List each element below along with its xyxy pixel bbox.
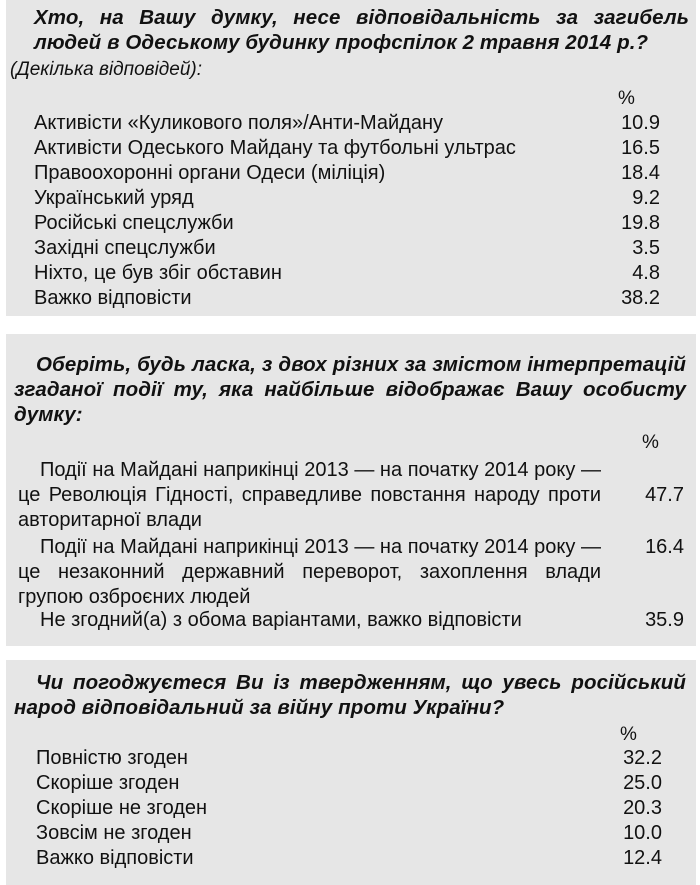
answer-value: 47.7 bbox=[645, 484, 684, 506]
table-row bbox=[6, 796, 696, 821]
question-block-1 bbox=[6, 0, 696, 316]
percent-header: % bbox=[642, 432, 659, 453]
question-block-3 bbox=[6, 660, 696, 885]
table-row bbox=[6, 186, 696, 211]
answer-value: 35.9 bbox=[645, 609, 684, 631]
answer-label: Активісти Одеського Майдану та футбольні ультрас bbox=[34, 137, 516, 159]
table-row bbox=[6, 211, 696, 236]
answer-label: Події на Майдані наприкінці 2013 — на початку 2014 року — це Революція Гідності, справедливе повстання народу проти авторитарної влади bbox=[18, 459, 601, 531]
answer-label: Правоохоронні органи Одеси (міліція) bbox=[34, 162, 386, 184]
answer-label: Зовсім не згоден bbox=[36, 822, 192, 844]
answer-label: Важко відповісти bbox=[34, 287, 192, 309]
answer-value: 3.5 bbox=[632, 237, 660, 259]
table-row bbox=[6, 746, 696, 771]
answer-label: Скоріше не згоден bbox=[36, 797, 208, 819]
table-row bbox=[6, 286, 696, 311]
answer-label: Активісти «Куликового поля»/Анти-Майдану bbox=[34, 112, 444, 134]
answer-label: Важко відповісти bbox=[36, 847, 194, 869]
question-note: (Декілька відповідей): bbox=[10, 59, 203, 80]
answer-value: 10.0 bbox=[623, 822, 662, 844]
question-title: Чи погоджуєтеся Ви із твердженням, що увесь російський народ відповідальний за війну проти України? bbox=[14, 671, 686, 719]
answer-value: 38.2 bbox=[621, 287, 660, 309]
table-row bbox=[6, 821, 696, 846]
answer-value: 10.9 bbox=[621, 112, 660, 134]
answer-value: 9.2 bbox=[632, 187, 660, 209]
answer-label: Український уряд bbox=[34, 187, 194, 209]
table-row bbox=[6, 236, 696, 261]
percent-header: % bbox=[618, 88, 635, 109]
answer-value: 25.0 bbox=[623, 772, 662, 794]
answer-label: Події на Майдані наприкінці 2013 — на початку 2014 року — це незаконний державний переворот, захоплення влади групою озброєних людей bbox=[18, 536, 601, 608]
question-title: Оберіть, будь ласка, з двох різних за змістом інтерпретацій згаданої події ту, яка найбільше відображає Вашу особисту думку: bbox=[14, 353, 686, 426]
answer-label: Повністю згоден bbox=[36, 747, 188, 769]
question-title: Хто, на Вашу думку, несе відповідальність за загибель людей в Одеському будинку профспілок 2 травня 2014 р.? bbox=[34, 6, 689, 54]
answer-value: 16.5 bbox=[621, 137, 660, 159]
table-row bbox=[6, 136, 696, 161]
answer-label: Західні спецслужби bbox=[34, 237, 216, 259]
question-block-2 bbox=[6, 334, 696, 646]
table-row bbox=[6, 111, 696, 136]
table-row bbox=[6, 846, 696, 871]
answer-value: 16.4 bbox=[645, 536, 684, 558]
table-row bbox=[6, 161, 696, 186]
answer-label: Ніхто, це був збіг обставин bbox=[34, 262, 282, 284]
answer-value: 32.2 bbox=[623, 747, 662, 769]
answer-value: 18.4 bbox=[621, 162, 660, 184]
answer-label: Скоріше згоден bbox=[36, 772, 180, 794]
answer-label: Не згодний(а) з обома варіантами, важко відповісти bbox=[40, 609, 522, 631]
table-row bbox=[6, 261, 696, 286]
percent-header: % bbox=[620, 724, 637, 745]
answer-value: 12.4 bbox=[623, 847, 662, 869]
answer-label: Російські спецслужби bbox=[34, 212, 234, 234]
answer-value: 19.8 bbox=[621, 212, 660, 234]
table-row bbox=[6, 771, 696, 796]
answer-value: 4.8 bbox=[632, 262, 660, 284]
answer-value: 20.3 bbox=[623, 797, 662, 819]
